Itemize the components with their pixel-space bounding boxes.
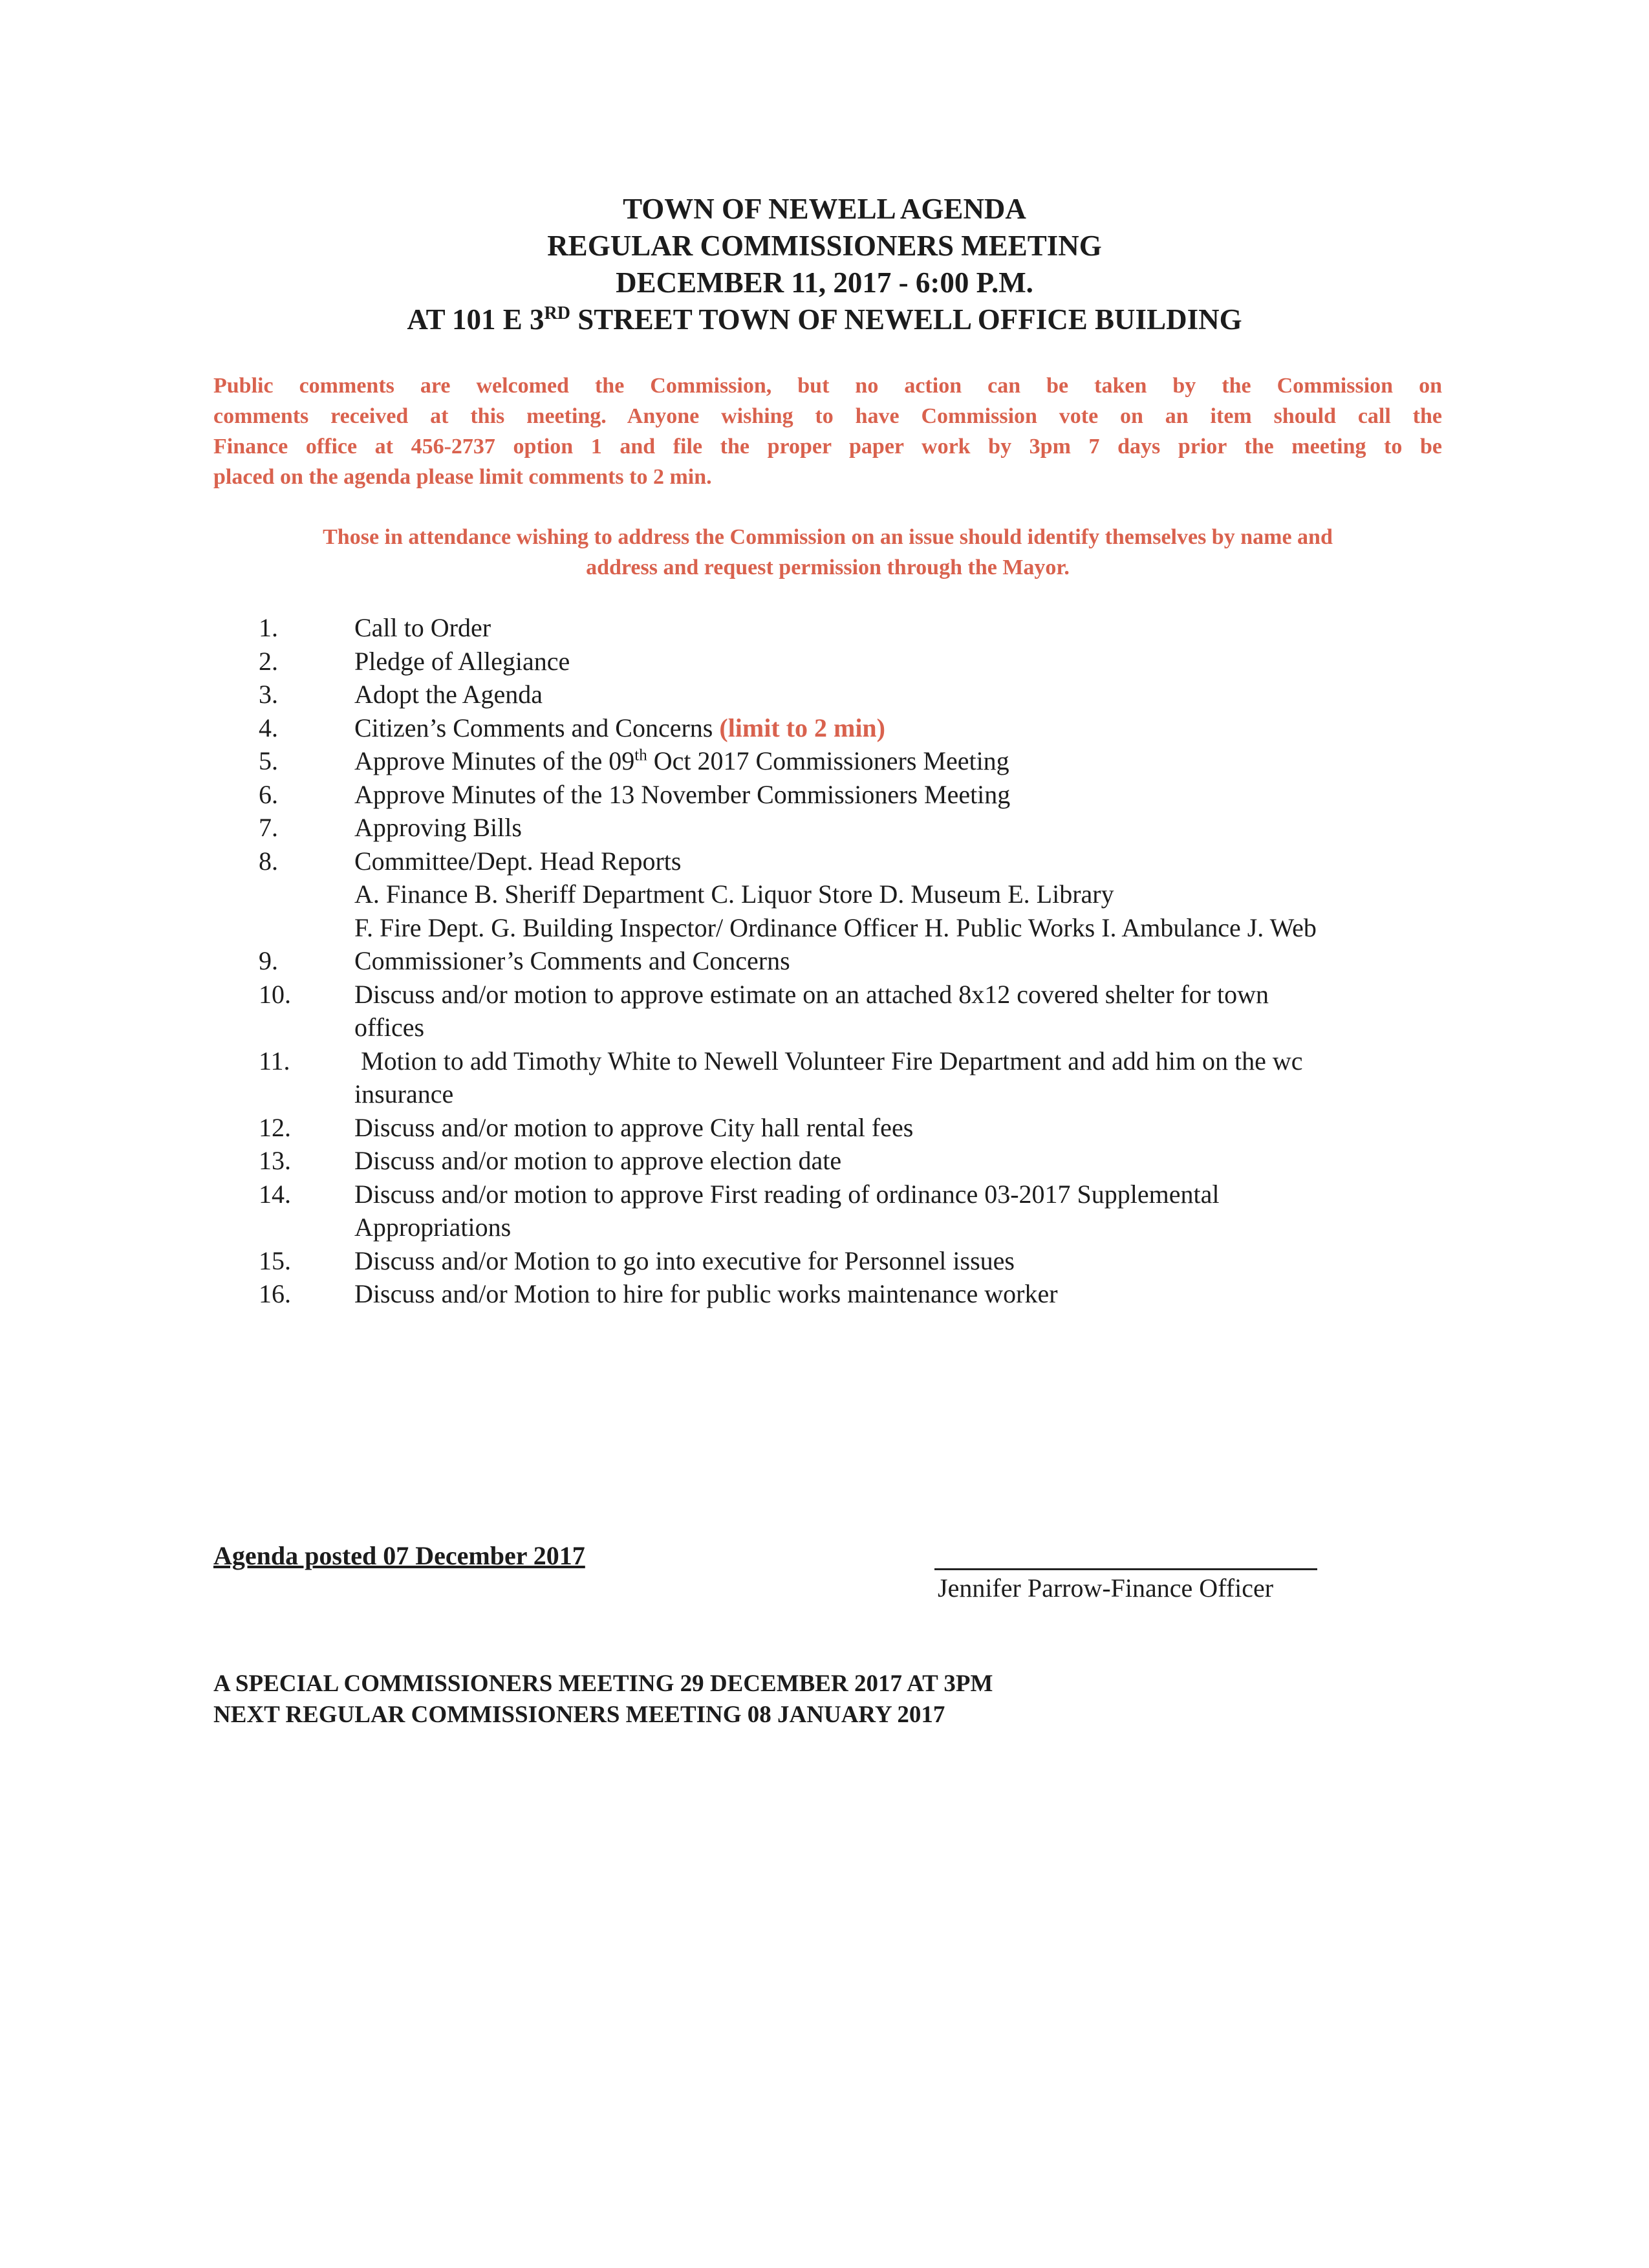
department-report-list: F. Fire Dept. G. Building Inspector/ Ordinance Officer H. Public Works I. Ambulance J. Web bbox=[354, 913, 1317, 942]
notice-line: placed on the agenda please limit comments to 2 min. bbox=[213, 465, 712, 489]
agenda-list bbox=[0, 611, 1649, 1311]
agenda-item-text: Citizen’s Comments and Concerns bbox=[354, 713, 713, 742]
agenda-item bbox=[0, 778, 1649, 812]
agenda-item-number: 10. bbox=[259, 979, 291, 1009]
agenda-item bbox=[0, 1044, 1649, 1078]
agenda-item bbox=[0, 811, 1649, 845]
agenda-item bbox=[0, 1144, 1649, 1178]
agenda-item-number: 3. bbox=[259, 680, 278, 709]
document-header bbox=[0, 191, 1649, 338]
agenda-item-text: Discuss and/or Motion to go into executive for Personnel issues bbox=[354, 1246, 1015, 1275]
agenda-item-number: 11. bbox=[259, 1046, 290, 1075]
agenda-item-number: 14. bbox=[259, 1179, 291, 1209]
department-report-list: A. Finance B. Sheriff Department C. Liquor Store D. Museum E. Library bbox=[354, 880, 1114, 909]
signature-line bbox=[934, 1568, 1317, 1570]
agenda-item-text: Discuss and/or motion to approve estimate on an attached 8x12 covered shelter for town bbox=[354, 979, 1269, 1009]
agenda-item-number: 5. bbox=[259, 746, 278, 775]
header-date-time: DECEMBER 11, 2017 - 6:00 P.M. bbox=[616, 266, 1033, 299]
agenda-item-number: 16. bbox=[259, 1279, 291, 1308]
agenda-item-text: Appropriations bbox=[354, 1213, 512, 1242]
agenda-item bbox=[0, 1277, 1649, 1311]
agenda-item-text-wrap bbox=[354, 744, 1009, 778]
agenda-item-text: Pledge of Allegiance bbox=[354, 646, 570, 676]
time-limit-note: (limit to 2 min) bbox=[719, 713, 885, 742]
notice-line: address and request permission through the Mayor. bbox=[586, 556, 1070, 579]
agenda-item-text: offices bbox=[354, 1013, 425, 1042]
agenda-subitem-line bbox=[0, 911, 1649, 945]
agenda-item-number: 4. bbox=[259, 713, 278, 742]
agenda-item bbox=[0, 1244, 1649, 1278]
agenda-item-text: Discuss and/or motion to approve City hall rental fees bbox=[354, 1112, 914, 1142]
agenda-item bbox=[0, 845, 1649, 878]
next-regular-meeting-notice: NEXT REGULAR COMMISSIONERS MEETING 08 JANUARY 2017 bbox=[213, 1701, 945, 1728]
agenda-item-number: 12. bbox=[259, 1112, 291, 1142]
agenda-item bbox=[0, 711, 1649, 745]
header-town-title: TOWN OF NEWELL AGENDA bbox=[623, 193, 1026, 225]
agenda-item-number: 13. bbox=[259, 1146, 291, 1175]
ordinal-superscript: th bbox=[634, 746, 647, 764]
agenda-item bbox=[0, 645, 1649, 678]
agenda-item-number: 9. bbox=[259, 946, 278, 975]
agenda-item-text-wrap bbox=[354, 711, 885, 745]
signature-name: Jennifer Parrow-Finance Officer bbox=[938, 1573, 1274, 1603]
agenda-item-text: Discuss and/or Motion to hire for public works maintenance worker bbox=[354, 1279, 1058, 1308]
agenda-item-text: Adopt the Agenda bbox=[354, 680, 543, 709]
agenda-item-text: Discuss and/or motion to approve First reading of ordinance 03-2017 Supplemental bbox=[354, 1179, 1220, 1209]
agenda-item-continuation bbox=[0, 1077, 1649, 1111]
agenda-item-text: Approving Bills bbox=[354, 813, 522, 842]
agenda-item-text: insurance bbox=[354, 1079, 454, 1108]
agenda-item bbox=[0, 744, 1649, 778]
agenda-item-number: 2. bbox=[259, 646, 278, 676]
agenda-item bbox=[0, 678, 1649, 711]
header-location-superscript: RD bbox=[544, 303, 570, 323]
agenda-item bbox=[0, 944, 1649, 978]
public-comments-notice bbox=[213, 371, 1442, 492]
agenda-item bbox=[0, 978, 1649, 1011]
notice-line: comments received at this meeting. Anyone wishing to have Commission vote on an item should call the bbox=[213, 404, 1442, 428]
header-location bbox=[0, 301, 1649, 338]
agenda-item-text: Oct 2017 Commissioners Meeting bbox=[647, 746, 1009, 775]
agenda-item-text: Approve Minutes of the 13 November Commissioners Meeting bbox=[354, 779, 1011, 809]
agenda-item bbox=[0, 1178, 1649, 1211]
agenda-item-number: 15. bbox=[259, 1246, 291, 1275]
agenda-item bbox=[0, 611, 1649, 645]
agenda-item-text: Committee/Dept. Head Reports bbox=[354, 846, 682, 876]
agenda-item-text: Discuss and/or motion to approve election date bbox=[354, 1146, 842, 1175]
agenda-item-text: Approve Minutes of the 09 bbox=[354, 746, 635, 775]
agenda-item-text: Motion to add Timothy White to Newell Volunteer Fire Department and add him on the wc bbox=[354, 1046, 1303, 1075]
agenda-item-number: 1. bbox=[259, 613, 278, 642]
header-location-part: STREET TOWN OF NEWELL OFFICE BUILDING bbox=[570, 303, 1242, 336]
special-meeting-notice: A SPECIAL COMMISSIONERS MEETING 29 DECEMBER 2017 AT 3PM bbox=[213, 1670, 993, 1697]
agenda-item-number: 7. bbox=[259, 813, 278, 842]
notice-line: Finance office at 456-2737 option 1 and file the proper paper work by 3pm 7 days prior the meeting to be bbox=[213, 435, 1442, 459]
notice-line: Public comments are welcomed the Commission, but no action can be taken by the Commission on bbox=[213, 374, 1442, 398]
agenda-item-text: Call to Order bbox=[354, 613, 491, 642]
agenda-subitem-line bbox=[0, 878, 1649, 911]
header-location-part: AT 101 E 3 bbox=[407, 303, 544, 336]
agenda-item-continuation bbox=[0, 1211, 1649, 1244]
agenda-item bbox=[0, 1111, 1649, 1145]
header-meeting-type: REGULAR COMMISSIONERS MEETING bbox=[547, 230, 1102, 262]
agenda-item-continuation bbox=[0, 1011, 1649, 1044]
agenda-posted-date: Agenda posted 07 December 2017 bbox=[213, 1541, 585, 1570]
upcoming-meetings bbox=[213, 1669, 993, 1731]
agenda-item-number: 8. bbox=[259, 846, 278, 876]
notice-line: Those in attendance wishing to address the Commission on an issue should identify themselves by name and bbox=[323, 525, 1333, 549]
agenda-item-text: Commissioner’s Comments and Concerns bbox=[354, 946, 790, 975]
agenda-item-number: 6. bbox=[259, 779, 278, 809]
attendance-notice bbox=[213, 522, 1442, 583]
